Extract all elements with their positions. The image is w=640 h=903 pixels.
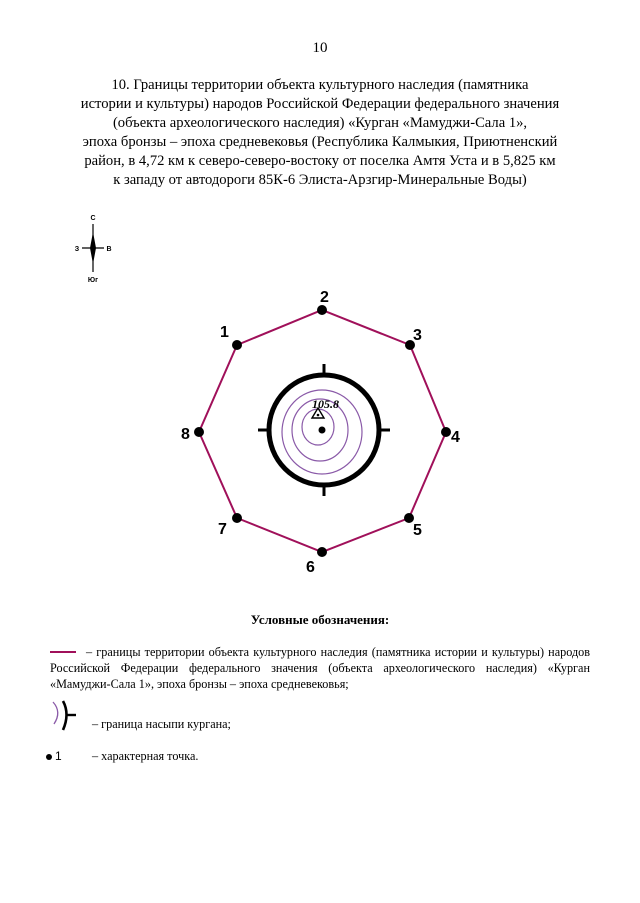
legend-point-text: – характерная точка. bbox=[92, 749, 199, 763]
site-plan bbox=[160, 270, 490, 590]
legend-boundary-text: – границы территории объекта культурного наследия (памятника истории и культуры) народов Российской Федерации федерального значения (объекта археологического наследия) «Курган «Мамуджи-Сала 1», эпоха бронзы – эпоха средневековья; bbox=[50, 645, 590, 691]
compass-rose-icon bbox=[70, 210, 116, 286]
point-label: 7 bbox=[218, 521, 227, 538]
compass-north-label: С bbox=[90, 215, 96, 222]
legend-title: Условные обозначения: bbox=[250, 612, 390, 627]
point-marker bbox=[441, 427, 451, 437]
title-line: (объекта археологического наследия) «Курган «Мамуджи-Сала 1», bbox=[112, 115, 528, 131]
point-label: 8 bbox=[181, 426, 190, 443]
legend-mound-text: – граница насыпи кургана; bbox=[92, 717, 231, 731]
point-label: 3 bbox=[413, 327, 422, 344]
mound bbox=[258, 364, 390, 496]
point-symbol bbox=[46, 748, 62, 764]
point-marker bbox=[232, 513, 242, 523]
compass-east-label: В bbox=[106, 246, 112, 253]
point-marker bbox=[317, 305, 327, 315]
height-mark-label: 105.8 bbox=[312, 397, 339, 411]
mound-boundary-icon bbox=[50, 700, 80, 734]
point-label: 1 bbox=[220, 324, 229, 341]
point-marker bbox=[194, 427, 204, 437]
point-symbol-label: 1 bbox=[55, 749, 62, 763]
title-line: эпоха бронзы – эпоха средневековья (Республика Калмыкия, Приютненский bbox=[82, 134, 558, 150]
point-label: 5 bbox=[413, 522, 422, 539]
point-label: 2 bbox=[320, 289, 329, 306]
point-dot-icon bbox=[46, 754, 52, 760]
compass-west-label: З bbox=[74, 246, 80, 253]
title-line: истории и культуры) народов Российской Федерации федерального значения bbox=[80, 96, 560, 112]
title-line: 10. Границы территории объекта культурного наследия (памятника bbox=[111, 77, 529, 93]
legend-boundary-item bbox=[50, 644, 590, 692]
title-line: к западу от автодороги 85К-6 Элиста-Арзгир-Минеральные Воды) bbox=[113, 172, 527, 188]
boundary-line-sample bbox=[50, 651, 76, 653]
legend-mound-item bbox=[50, 708, 590, 748]
compass-south-label: Юг bbox=[87, 277, 99, 284]
point-marker bbox=[317, 547, 327, 557]
point-label: 4 bbox=[451, 429, 460, 446]
point-marker bbox=[232, 340, 242, 350]
point-label: 6 bbox=[306, 559, 315, 576]
page-number: 10 bbox=[312, 40, 328, 56]
document-title bbox=[50, 76, 590, 190]
title-line: район, в 4,72 км к северо-северо-востоку от поселка Амтя Уста и в 5,825 км bbox=[84, 153, 556, 169]
